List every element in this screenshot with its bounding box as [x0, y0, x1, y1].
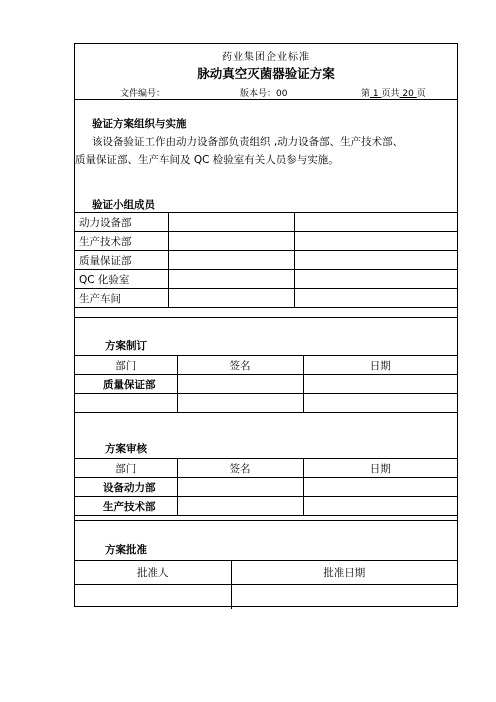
doc-number-label: 文件编号：	[120, 89, 166, 99]
header-meta-row	[75, 86, 457, 99]
org-paragraph-line-1: 该设备验证工作由动力设备部负责组织 ,动力设备部、生产技术部、	[92, 136, 404, 148]
team-cell[interactable]	[168, 270, 294, 289]
document-page	[74, 43, 458, 607]
team-dept-cell: QC 化验室	[75, 270, 168, 289]
review-table	[75, 458, 457, 516]
page-indicator	[361, 86, 426, 99]
version-label: 版本号：00	[240, 89, 288, 99]
page-total: 20	[402, 89, 414, 99]
drafting-table	[75, 355, 457, 413]
table-row	[75, 289, 457, 308]
section-divider	[75, 520, 457, 521]
approval-date-cell[interactable]	[231, 585, 457, 609]
review-sign-cell[interactable]	[177, 478, 303, 497]
review-dept-cell: 生产技术部	[75, 497, 177, 516]
drafting-dept-cell[interactable]	[75, 394, 177, 413]
drafting-sign-cell[interactable]	[177, 394, 303, 413]
table-row	[75, 270, 457, 289]
table-row	[75, 232, 457, 251]
review-col-sign: 签名	[177, 459, 303, 478]
team-dept-cell: 生产技术部	[75, 232, 168, 251]
page-suffix: 页	[416, 89, 426, 99]
drafting-dept-cell: 质量保证部	[75, 375, 177, 394]
team-cell[interactable]	[168, 289, 294, 308]
company-standard-label: 药业集团企业标准	[222, 52, 310, 63]
review-col-dept: 部门	[75, 459, 177, 478]
drafting-sign-cell[interactable]	[177, 375, 303, 394]
table-row	[75, 478, 457, 497]
team-cell[interactable]	[294, 270, 457, 289]
table-row	[75, 213, 457, 232]
team-cell[interactable]	[294, 232, 457, 251]
org-heading: 验证方案组织与实施	[92, 118, 187, 130]
drafting-date-cell[interactable]	[303, 394, 457, 413]
table-row	[75, 375, 457, 394]
drafting-col-date: 日期	[303, 356, 457, 375]
approval-col-date: 批准日期	[231, 561, 457, 585]
table-row	[75, 459, 457, 478]
review-heading: 方案审核	[105, 443, 147, 455]
team-cell[interactable]	[294, 251, 457, 270]
review-date-cell[interactable]	[303, 497, 457, 516]
review-col-date: 日期	[303, 459, 457, 478]
review-dept-cell: 设备动力部	[75, 478, 177, 497]
org-paragraph	[75, 133, 457, 169]
org-paragraph-line-2: 质量保证部、生产车间及 QC 检验室有关人员参与实施。	[75, 154, 339, 166]
table-row	[75, 561, 457, 585]
page-prefix: 第	[361, 89, 371, 99]
drafting-heading: 方案制订	[105, 340, 147, 352]
drafting-col-sign: 签名	[177, 356, 303, 375]
approval-table	[75, 560, 457, 609]
review-date-cell[interactable]	[303, 478, 457, 497]
team-cell[interactable]	[294, 213, 457, 232]
team-dept-cell: 质量保证部	[75, 251, 168, 270]
page-number: 1	[372, 89, 379, 99]
table-row	[75, 356, 457, 375]
page-mid: 页共	[381, 89, 400, 99]
team-cell[interactable]	[294, 289, 457, 308]
table-row	[75, 251, 457, 270]
document-title: 脉动真空灭菌器验证方案	[197, 66, 335, 81]
team-heading: 验证小组成员	[92, 199, 155, 211]
team-table	[75, 212, 457, 308]
table-row	[75, 585, 457, 609]
team-dept-cell: 动力设备部	[75, 213, 168, 232]
team-cell[interactable]	[168, 251, 294, 270]
approval-col-approver: 批准人	[75, 561, 231, 585]
team-dept-cell: 生产车间	[75, 289, 168, 308]
section-divider	[75, 317, 457, 318]
table-row	[75, 497, 457, 516]
review-sign-cell[interactable]	[177, 497, 303, 516]
team-cell[interactable]	[168, 232, 294, 251]
drafting-date-cell[interactable]	[303, 375, 457, 394]
table-row	[75, 394, 457, 413]
approval-heading: 方案批准	[105, 544, 147, 556]
approver-sign-cell[interactable]	[75, 585, 231, 609]
drafting-col-dept: 部门	[75, 356, 177, 375]
header-divider	[75, 99, 457, 100]
team-cell[interactable]	[168, 213, 294, 232]
